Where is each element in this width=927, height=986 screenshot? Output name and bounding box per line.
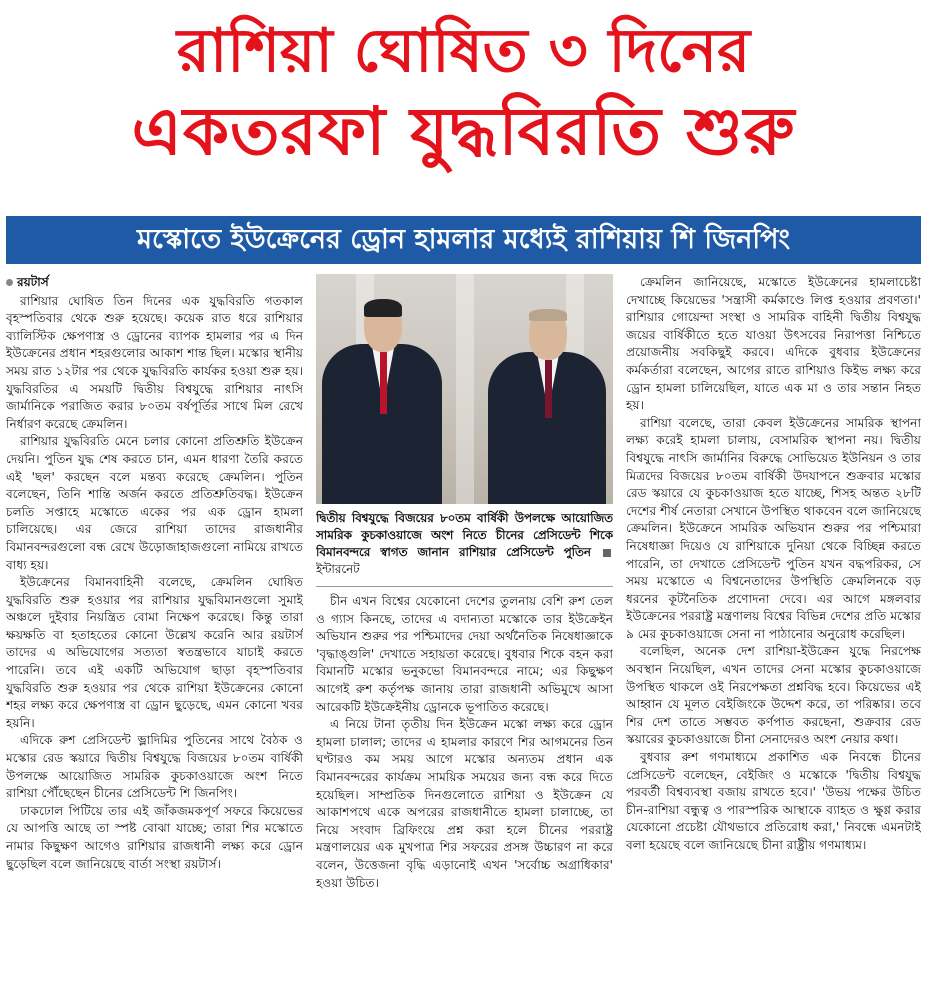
headline-line1: রাশিয়া ঘোষিত ৩ দিনের — [176, 16, 751, 86]
square-icon — [603, 549, 611, 557]
paragraph: এদিকে রুশ প্রেসিডেন্ট ভ্লাদিমির পুতিনের সাথে বৈঠক ও মস্কোর রেড স্কয়ারে দ্বিতীয় বিশ্বযুদ্ধে বিজয়ের ৮০তম বার্ষিকী উপলক্ষে আয়োজিত সামরিক কুচকাওয়াজে অংশ নিতে রাশিয়া পৌঁছেছেন চীনের প্রেসিডেন্ট শি জিনপিং। — [6, 733, 303, 801]
paragraph: এ নিয়ে টানা তৃতীয় দিন ইউক্রেন মস্কো লক্ষ্য করে ড্রোন হামলা চালাল; তাদের এ হামলার কারণে শির আগমনের তিন ঘণ্টারও কম সময় আগে মস্কোর অন্যতম প্রধান এক বিমানবন্দরের কার্যক্রম সাময়িক সময়ের জন্য বন্ধ করে দিতে হয়েছিল। সাম্প্রতিক দিনগুলোতে রাশিয়া ও ইউক্রেন যে আকাশপথে একে অপরের রাজধানীতে হামলা চালাচ্ছে, তা নিয়ে সংবাদ ব্রিফিংয়ে প্রশ্ন করা হলে চীনের পররাষ্ট্র মন্ত্রণালয়ের এক মুখপাত্র শির সফরের প্রসঙ্গ উচ্চারণ না করে বলেন, উত্তেজনা বৃদ্ধি এড়ানোই এখন 'সর্বোচ্চ অগ্রাধিকার' হওয়া উচিত। — [316, 717, 613, 890]
bullet-icon — [6, 279, 13, 286]
paragraph: ঢাকঢোল পিটিয়ে তার এই জাঁকজমকপূর্ণ সফরে কিয়েভের যে আপত্তি আছে তা স্পষ্ট বোঝা যাচ্ছে; তারা শির মস্কোতে নামার কিছুক্ষণ আগেও রাশিয়ার রাজধানী লক্ষ্য করে ড্রোন ছুড়েছিল বলে জানিয়েছে বার্তা সংস্থা রয়টার্স। — [6, 803, 303, 871]
photo-caption — [316, 510, 613, 578]
paragraph: ক্রেমলিন জানিয়েছে, মস্কোতে ইউক্রেনের হামলাচেষ্টা দেখাচ্ছে কিয়েভের 'সন্ত্রাসী কর্মকাণ্ডে লিপ্ত হওয়ার প্রবণতা।' রাশিয়ার গোয়েন্দা সংস্থা ও সামরিক বাহিনী দ্বিতীয় বিশ্বযুদ্ধ জয়ের বার্ষিকীতে হতে যাওয়া উৎসবের নিরাপত্তা নিশ্চিতে প্রয়োজনীয় সবকিছুই করবে। এদিকে বুধবার ইউক্রেনের কর্মকর্তারা বলেছেন, আগের রাতে রাশিয়াও কিইভ লক্ষ্য করে ড্রোন হামলা চালিয়েছিল, যাতে এক মা ও তার সন্তান নিহত হয়। — [626, 275, 921, 413]
column-3 — [626, 274, 921, 982]
byline — [6, 274, 303, 292]
paragraph: বলেছিল, অনেক দেশ রাশিয়া-ইউক্রেন যুদ্ধে নিরপেক্ষ অবস্থান নিয়েছিল, এখন তাদের সেনা মস্কোর কুচকাওয়াজে উপস্থিত থাকলে ওই নিরপেক্ষতা প্রশ্নবিদ্ধ হবে। কিয়েভের এই আহ্বান যে মূলত বেইজিংকে উদ্দেশ করে, তা পরিষ্কার। তবে শির দেশ তাতে সম্ভবত কর্ণপাত করছেনা, শুক্রবার রেড স্কয়ারের কুচকাওয়াজে চীনা সেনাদেরও অংশ নেয়ার কথা। — [626, 644, 921, 747]
background-pillar — [456, 274, 474, 504]
person-figure-left — [322, 299, 442, 504]
paragraph: রাশিয়ার ঘোষিত তিন দিনের এক যুদ্ধবিরতি গতকাল বৃহস্পতিবার থেকে শুরু হয়েছে। কয়েক রাত ধরে রাশিয়ার ব্যালিস্টিক ক্ষেপণাস্ত্র ও ড্রোনের ব্যাপক হামলার পর এ দিন ইউক্রেনের প্রধান শহরগুলোর আকাশ শান্ত ছিল। মস্কোর স্থানীয় সময় রাত ১২টার পর থেকে যুদ্ধবিরতি কার্যকর হওয়া শুরু হয়। যুদ্ধবিরতির এ সময়টি দ্বিতীয় বিশ্বযুদ্ধে রাশিয়ার নাৎসি জার্মানিকে পরাজিত করার ৮০তম বর্ষপূর্তির সাথে মিল রেখে নির্ধারণ করেছে ক্রেমলিন। — [6, 293, 303, 431]
paragraph: রাশিয়া বলেছে, তারা কেবল ইউক্রেনের সামরিক স্থাপনা লক্ষ্য করেই হামলা চালায়, বেসামরিক স্থাপনা নয়। দ্বিতীয় বিশ্বযুদ্ধে নাৎসি জার্মানির বিরুদ্ধে সোভিয়েত ইউনিয়ন ও তার মিত্রদের বিজয়ের ৮০তম বার্ষিকী উদযাপনে শুক্রবার মস্কোর রেড স্কয়ারে যে কুচকাওয়াজ হতে যাচ্ছে, শিসহ অন্তত ২৮টি দেশের শীর্ষ নেতারা সেখানে উপস্থিত থাকবেন বলে জানিয়েছে ক্রেমলিন। ইউক্রেনে সামরিক অভিযান শুরুর পর পশ্চিমারা নিষেধাজ্ঞা দিয়েও যে রাশিয়াকে দুনিয়া থেকে বিচ্ছিন্ন করতে পারেনি, তা দেখাতে প্রেসিডেন্ট পুতিন যখন বদ্ধপরিকর, সে সময় মস্কোতে এ বিশ্বনেতাদের উপস্থিতি ক্রেমলিনকে বড় ধরনের কূটনৈতিক প্রণোদনা দেবে। এর আগে মঙ্গলবার ইউক্রেনের পররাষ্ট্র মন্ত্রণালয় বিশ্বের বিভিন্ন দেশের প্রতি মস্কোর ৯ মের কুচকাওয়াজে সেনা না পাঠানোর অনুরোধ করেছিল। — [626, 415, 921, 641]
caption-text: দ্বিতীয় বিশ্বযুদ্ধে বিজয়ের ৮০তম বার্ষিকী উপলক্ষে আয়োজিত সামরিক কুচকাওয়াজে অংশ নিতে চীনের প্রেসিডেন্ট শিকে বিমানবন্দরে স্বাগত জানান রাশিয়ার প্রেসিডেন্ট পুতিন — [316, 511, 613, 559]
subheadline-banner: মস্কোতে ইউক্রেনের ড্রোন হামলার মধ্যেই রাশিয়ায় শি জিনপিং — [6, 216, 921, 264]
paragraph: চীন এখন বিশ্বের যেকোনো দেশের তুলনায় বেশি রুশ তেল ও গ্যাস কিনছে, তাদের এ বদান্যতা মস্কোকে তার ইউক্রেইন অভিযান শুরুর পর পশ্চিমাদের দেয়া অর্থনৈতিক নিষেধাজ্ঞাকে 'বৃদ্ধাঙ্গুলি' দেখাতে সহায়তা করেছে। বুধবার শিকে বহন করা বিমানটি মস্কোর ভনুকভো বিমানবন্দরে নামে; এর কিছুক্ষণ আগেই রুশ কর্তৃপক্ষ জানায় তারা রাজধানী অভিমুখে আসা আরেকটি ইউক্রেইনীয় ড্রোনকে ভূপাতিত করেছে। — [316, 594, 613, 714]
person-figure-right — [488, 309, 606, 504]
column-2 — [316, 274, 613, 982]
news-photo — [316, 274, 613, 504]
headline-line2: একতরফা যুদ্ধবিরতি শুরু — [131, 93, 796, 170]
paragraph: বুধবার রুশ গণমাধ্যমে প্রকাশিত এক নিবন্ধে চীনের প্রেসিডেন্ট বলেছেন, বেইজিং ও মস্কোকে 'দ্বিতীয় বিশ্বযুদ্ধ পরবর্তী বিশ্বব্যবস্থা বজায় রাখতে হবে।' 'উভয় পক্ষের উচিত চীন-রাশিয়া বন্ধুত্ব ও পারস্পরিক আস্থাকে ব্যাহত ও ক্ষুণ্ণ করার যেকোনো প্রচেষ্টা যৌথভাবে প্রতিরোধ করা,' নিবন্ধে এমনটাই বলা হয়েছে বলে জানিয়েছে চীনা রাষ্ট্রীয় গণমাধ্যম। — [626, 750, 921, 852]
paragraph: ইউক্রেনের বিমানবাহিনী বলেছে, ক্রেমলিন ঘোষিত যুদ্ধবিরতি শুরু হওয়ার পর রাশিয়ার যুদ্ধবিমানগুলো সুমাই অঞ্চলে দুইবার নিয়ন্ত্রিত বোমা নিক্ষেপ করেছে। কিন্তু তারা ক্ষয়ক্ষতি বা হতাহতের কোনো উল্লেখ করেনি আর রয়টার্স তাদের এ অভিযোগের সত্যতা স্বতন্ত্রভাবে যাচাই করতে পারেনি। তবে এই একটি অভিযোগ ছাড়া বৃহস্পতিবার যুদ্ধবিরতি শুরু হওয়ার পর থেকে রাশিয়া ইউক্রেনের কোনো শহর লক্ষ্য করে ক্ষেপণাস্ত্র বা ড্রোন ছুড়েছে, এমন কোনো খবর হয়নি। — [6, 575, 303, 730]
divider — [316, 586, 613, 587]
byline-text: রয়টার্স — [17, 275, 49, 289]
photo-credit: ইন্টারনেট — [316, 562, 360, 576]
column-1 — [6, 274, 303, 982]
article-columns — [6, 274, 921, 982]
paragraph: রাশিয়ার যুদ্ধবিরতি মেনে চলার কোনো প্রতিশ্রুতি ইউক্রেন দেয়নি। পুতিন যুদ্ধ শেষ করতে চান, এমন ধারণা তৈরি করতে এই 'ছল' করছেন বলে মন্তব্য করেছে ক্রেমলিন। পুতিন বলেছেন, তিনি শান্তি অর্জন করতে প্রতিশ্রুতিবদ্ধ। ইউক্রেন চলতি সপ্তাহে মস্কোতে একের পর এক ড্রোন হামলা চালিয়েছে। এর জেরে রাশিয়া তাদের রাজধানীর বিমানবন্দরগুলো বন্ধ রেখে উড়োজাহাজগুলো নামিয়ে রাখতে বাধ্য হয়। — [6, 434, 303, 572]
headline — [6, 0, 921, 174]
